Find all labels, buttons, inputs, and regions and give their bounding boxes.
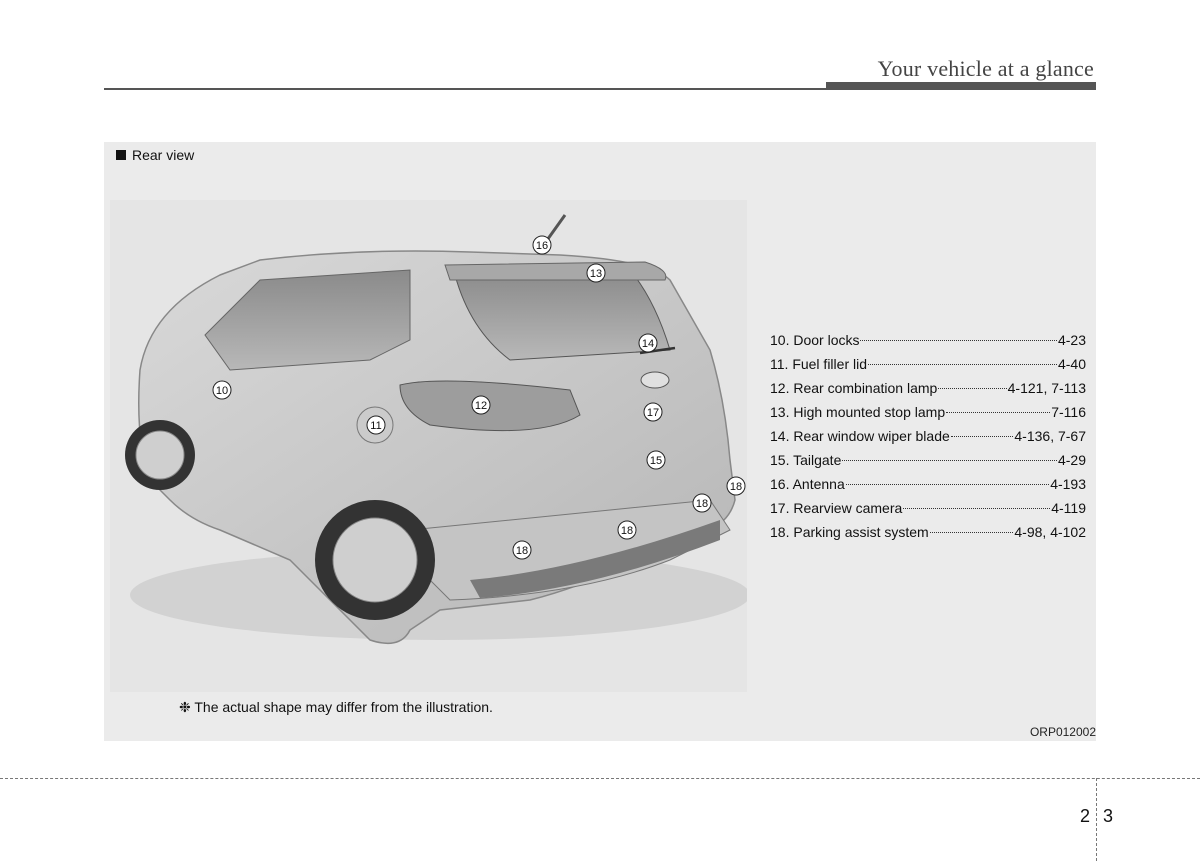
- header-rule-accent: [826, 82, 1096, 90]
- vehicle-rear-illustration: [110, 200, 747, 692]
- header-rule: [104, 88, 826, 90]
- parts-list-item: 14. Rear window wiper blade 4-136, 7-67: [770, 428, 1086, 444]
- parts-list-item: 10. Door locks 4-23: [770, 332, 1086, 348]
- kia-emblem: [641, 372, 669, 388]
- page-header-title: Your vehicle at a glance: [877, 56, 1094, 81]
- svg-text:18: 18: [695, 498, 709, 510]
- parts-list-item: 18. Parking assist system 4-98, 4-102: [770, 524, 1086, 540]
- svg-text:13: 13: [589, 268, 603, 280]
- svg-text:18: 18: [515, 545, 529, 557]
- chapter-number: 2: [1080, 806, 1091, 826]
- callout-18-rear-left: [513, 541, 531, 559]
- parts-list-item: 12. Rear combination lamp 4-121, 7-113: [770, 380, 1086, 396]
- callout-11: [367, 416, 385, 434]
- page-cut-line: [0, 778, 1200, 779]
- parts-list-item: 13. High mounted stop lamp 7-116: [770, 404, 1086, 420]
- page-number: 3: [1103, 806, 1114, 826]
- section-label: [116, 147, 194, 163]
- callout-12: [472, 396, 490, 414]
- svg-text:14: 14: [641, 338, 655, 350]
- parts-list-item: 17. Rearview camera 4-119: [770, 500, 1086, 516]
- rear-view-panel: [104, 142, 1096, 741]
- svg-text:15: 15: [649, 455, 663, 467]
- callout-15: [647, 451, 665, 469]
- front-wheel-rim: [136, 431, 184, 479]
- svg-text:16: 16: [535, 240, 549, 252]
- callout-17: [644, 403, 662, 421]
- svg-text:17: 17: [646, 407, 660, 419]
- callout-18-side: [727, 477, 745, 495]
- svg-text:18: 18: [729, 481, 743, 493]
- callout-18-rear-right: [693, 494, 711, 512]
- page-divider-line: [1096, 778, 1097, 861]
- svg-text:11: 11: [370, 420, 382, 432]
- parts-list-item: 11. Fuel filler lid 4-40: [770, 356, 1086, 372]
- callout-16: [533, 236, 551, 254]
- callout-14: [639, 334, 657, 352]
- parts-list: [770, 328, 1086, 544]
- parts-list-item: 16. Antenna 4-193: [770, 476, 1086, 492]
- svg-text:18: 18: [620, 525, 634, 537]
- callout-13: [587, 264, 605, 282]
- callout-10: [213, 381, 231, 399]
- figure-reference-code: ORP012002: [1029, 725, 1096, 739]
- svg-text:12: 12: [474, 400, 488, 412]
- rear-wheel-rim: [333, 518, 417, 602]
- parts-list-item: 15. Tailgate 4-29: [770, 452, 1086, 468]
- callout-18-rear-center: [618, 521, 636, 539]
- svg-text:10: 10: [215, 385, 229, 397]
- illustration-note: ❉ The actual shape may differ from the illustration.: [179, 699, 493, 715]
- section-label-text: Rear view: [132, 147, 195, 163]
- square-bullet-icon: [116, 150, 126, 160]
- spoiler: [445, 262, 666, 280]
